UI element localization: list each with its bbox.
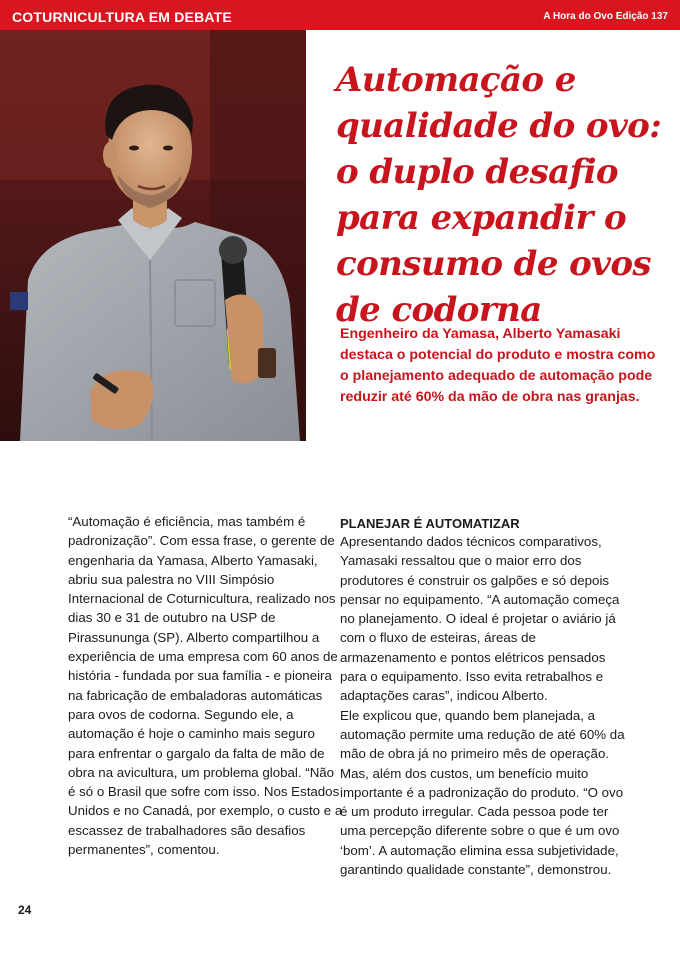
subheading: PLANEJAR É AUTOMATIZAR <box>340 516 520 531</box>
body-paragraph: Apresentando dados técnicos comparativos, Yamasaki ressaltou que o maior erro dos produtores é construir os galpões e só depois pensar no equipamento. “A automação começa no planejamento. O ideal é projetar o aviário já com o fluxo de esteiras, áreas de armazenamento e pontos elétricos pensados para o equipamento. Isso evita retrabalhos e adaptações caras”, indicou Alberto. <box>340 534 620 704</box>
speaker-photo <box>0 30 306 441</box>
article-lead: Engenheiro da Yamasa, Alberto Yamasaki destaca o potencial do produto e mostra como o planejamento adequado de automação pode reduzir até 60% da mão de obra nas granjas. <box>340 326 656 405</box>
body-paragraph: Ele explicou que, quando bem planejada, a automação permite uma redução de até 60% da mão de obra já no primeiro mês de operação. Mas, além dos custos, um benefício muito importante é a padronização do produto. “O ovo é um produto irregular. Cada pessoa pode ter uma percepção diferente sobre o que é um ovo ‘bom’. A automação elimina essa subjetividade, garantindo qualidade constante”, demonstrou. <box>340 707 625 878</box>
body-column-right <box>340 515 626 879</box>
body-paragraph: “Automação é eficiência, mas também é padronização”. Com essa frase, o gerente de engenharia da Yamasa, Alberto Yamasaki, abriu sua palestra no VIII Simpósio Internacional de Coturnicultura, realizado nos dias 30 e 31 de outubro na USP de Pirassununga (SP). Alberto compartilhou a experiência de uma empresa com 60 anos de história - fundada por sua família - e pioneira na fabricação de embaladoras automáticas para ovos de codorna. Segundo ele, a automação é hoje o caminho mais seguro para enfrentar o gargalo da falta de mão de obra na avicultura, um problema global. “Não é só o Brasil que sofre com isso. Nos Estados Unidos e no Canadá, por exemplo, o custo e a escassez de trabalhadores são desafios permanentes”, comentou. <box>68 514 343 858</box>
body-column-left <box>68 512 344 859</box>
article-title: Automação e qualidade do ovo: o duplo desafio para expandir o consumo de ovos de codorna <box>336 60 662 330</box>
section-header-bar <box>0 0 680 30</box>
page-number: 24 <box>18 903 32 917</box>
edition-label: A Hora do Ovo Edição 137 <box>543 11 668 22</box>
section-title: COTURNICULTURA EM DEBATE <box>12 9 232 25</box>
